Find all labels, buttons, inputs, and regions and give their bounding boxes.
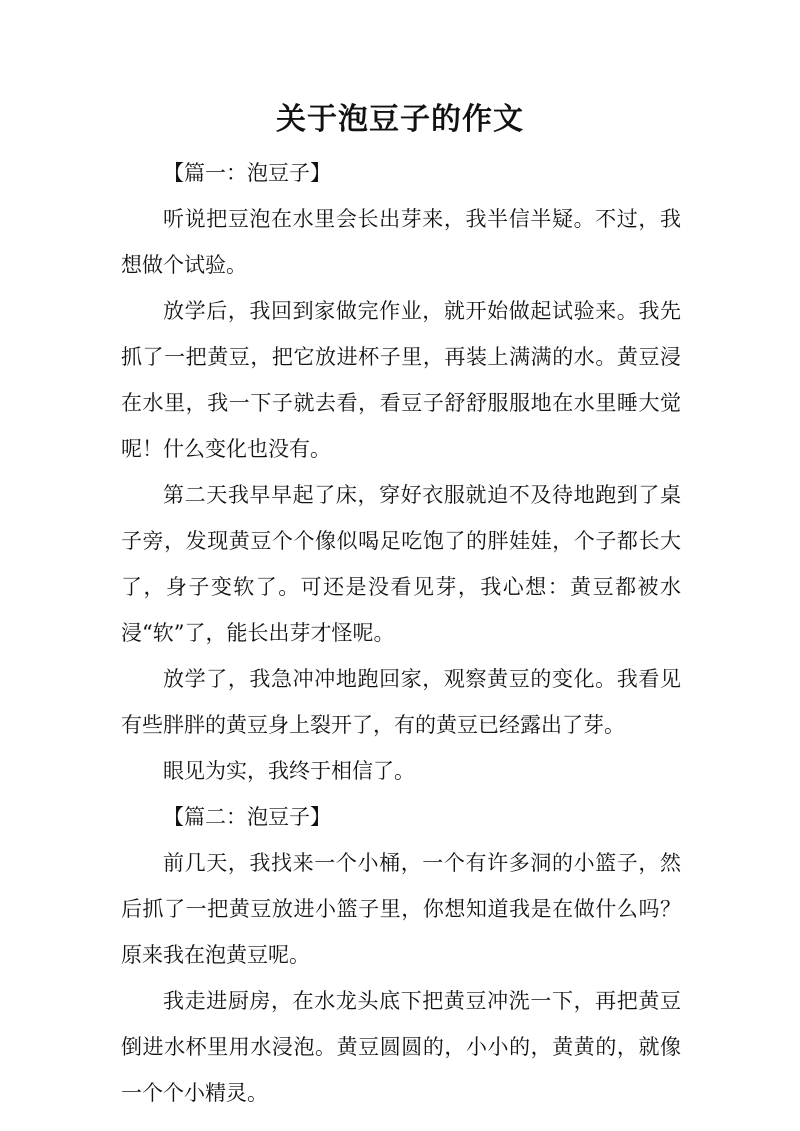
document-title: 关于泡豆子的作文 [276, 102, 524, 137]
paragraph: 第二天我早早起了床，穿好衣服就迫不及待地跑到了桌子旁，发现黄豆个个像似喝足吃饱了的胖娃娃，个子都长大了，身子变软了。可还是没看见芽，我心想：黄豆都被水浸“软”了，能长出芽才怪呢。 [121, 483, 681, 645]
paragraph: 听说把豆泡在水里会长出芽来，我半信半疑。不过，我想做个试验。 [121, 207, 681, 277]
paragraph: 眼见为实，我终于相信了。 [163, 759, 415, 783]
paragraph: 前几天，我找来一个小桶，一个有许多洞的小篮子，然后抓了一把黄豆放进小篮子里，你想知道我是在做什么吗？原来我在泡黄豆呢。 [121, 851, 681, 967]
section-heading-2: 【篇二：泡豆子】 [163, 805, 331, 829]
paragraph: 我走进厨房，在水龙头底下把黄豆冲洗一下，再把黄豆倒进水杯里用水浸泡。黄豆圆圆的，小小的，黄黄的，就像一个个小精灵。 [121, 989, 681, 1105]
document-body [121, 150, 681, 1116]
paragraph: 放学了，我急冲冲地跑回家，观察黄豆的变化。我看见有些胖胖的黄豆身上裂开了，有的黄豆已经露出了芽。 [121, 667, 681, 737]
paragraph: 放学后，我回到家做完作业，就开始做起试验来。我先抓了一把黄豆，把它放进杯子里，再装上满满的水。黄豆浸在水里，我一下子就去看，看豆子舒舒服服地在水里睡大觉呢！什么变化也没有。 [121, 299, 681, 461]
section-heading-1: 【篇一：泡豆子】 [163, 161, 331, 185]
